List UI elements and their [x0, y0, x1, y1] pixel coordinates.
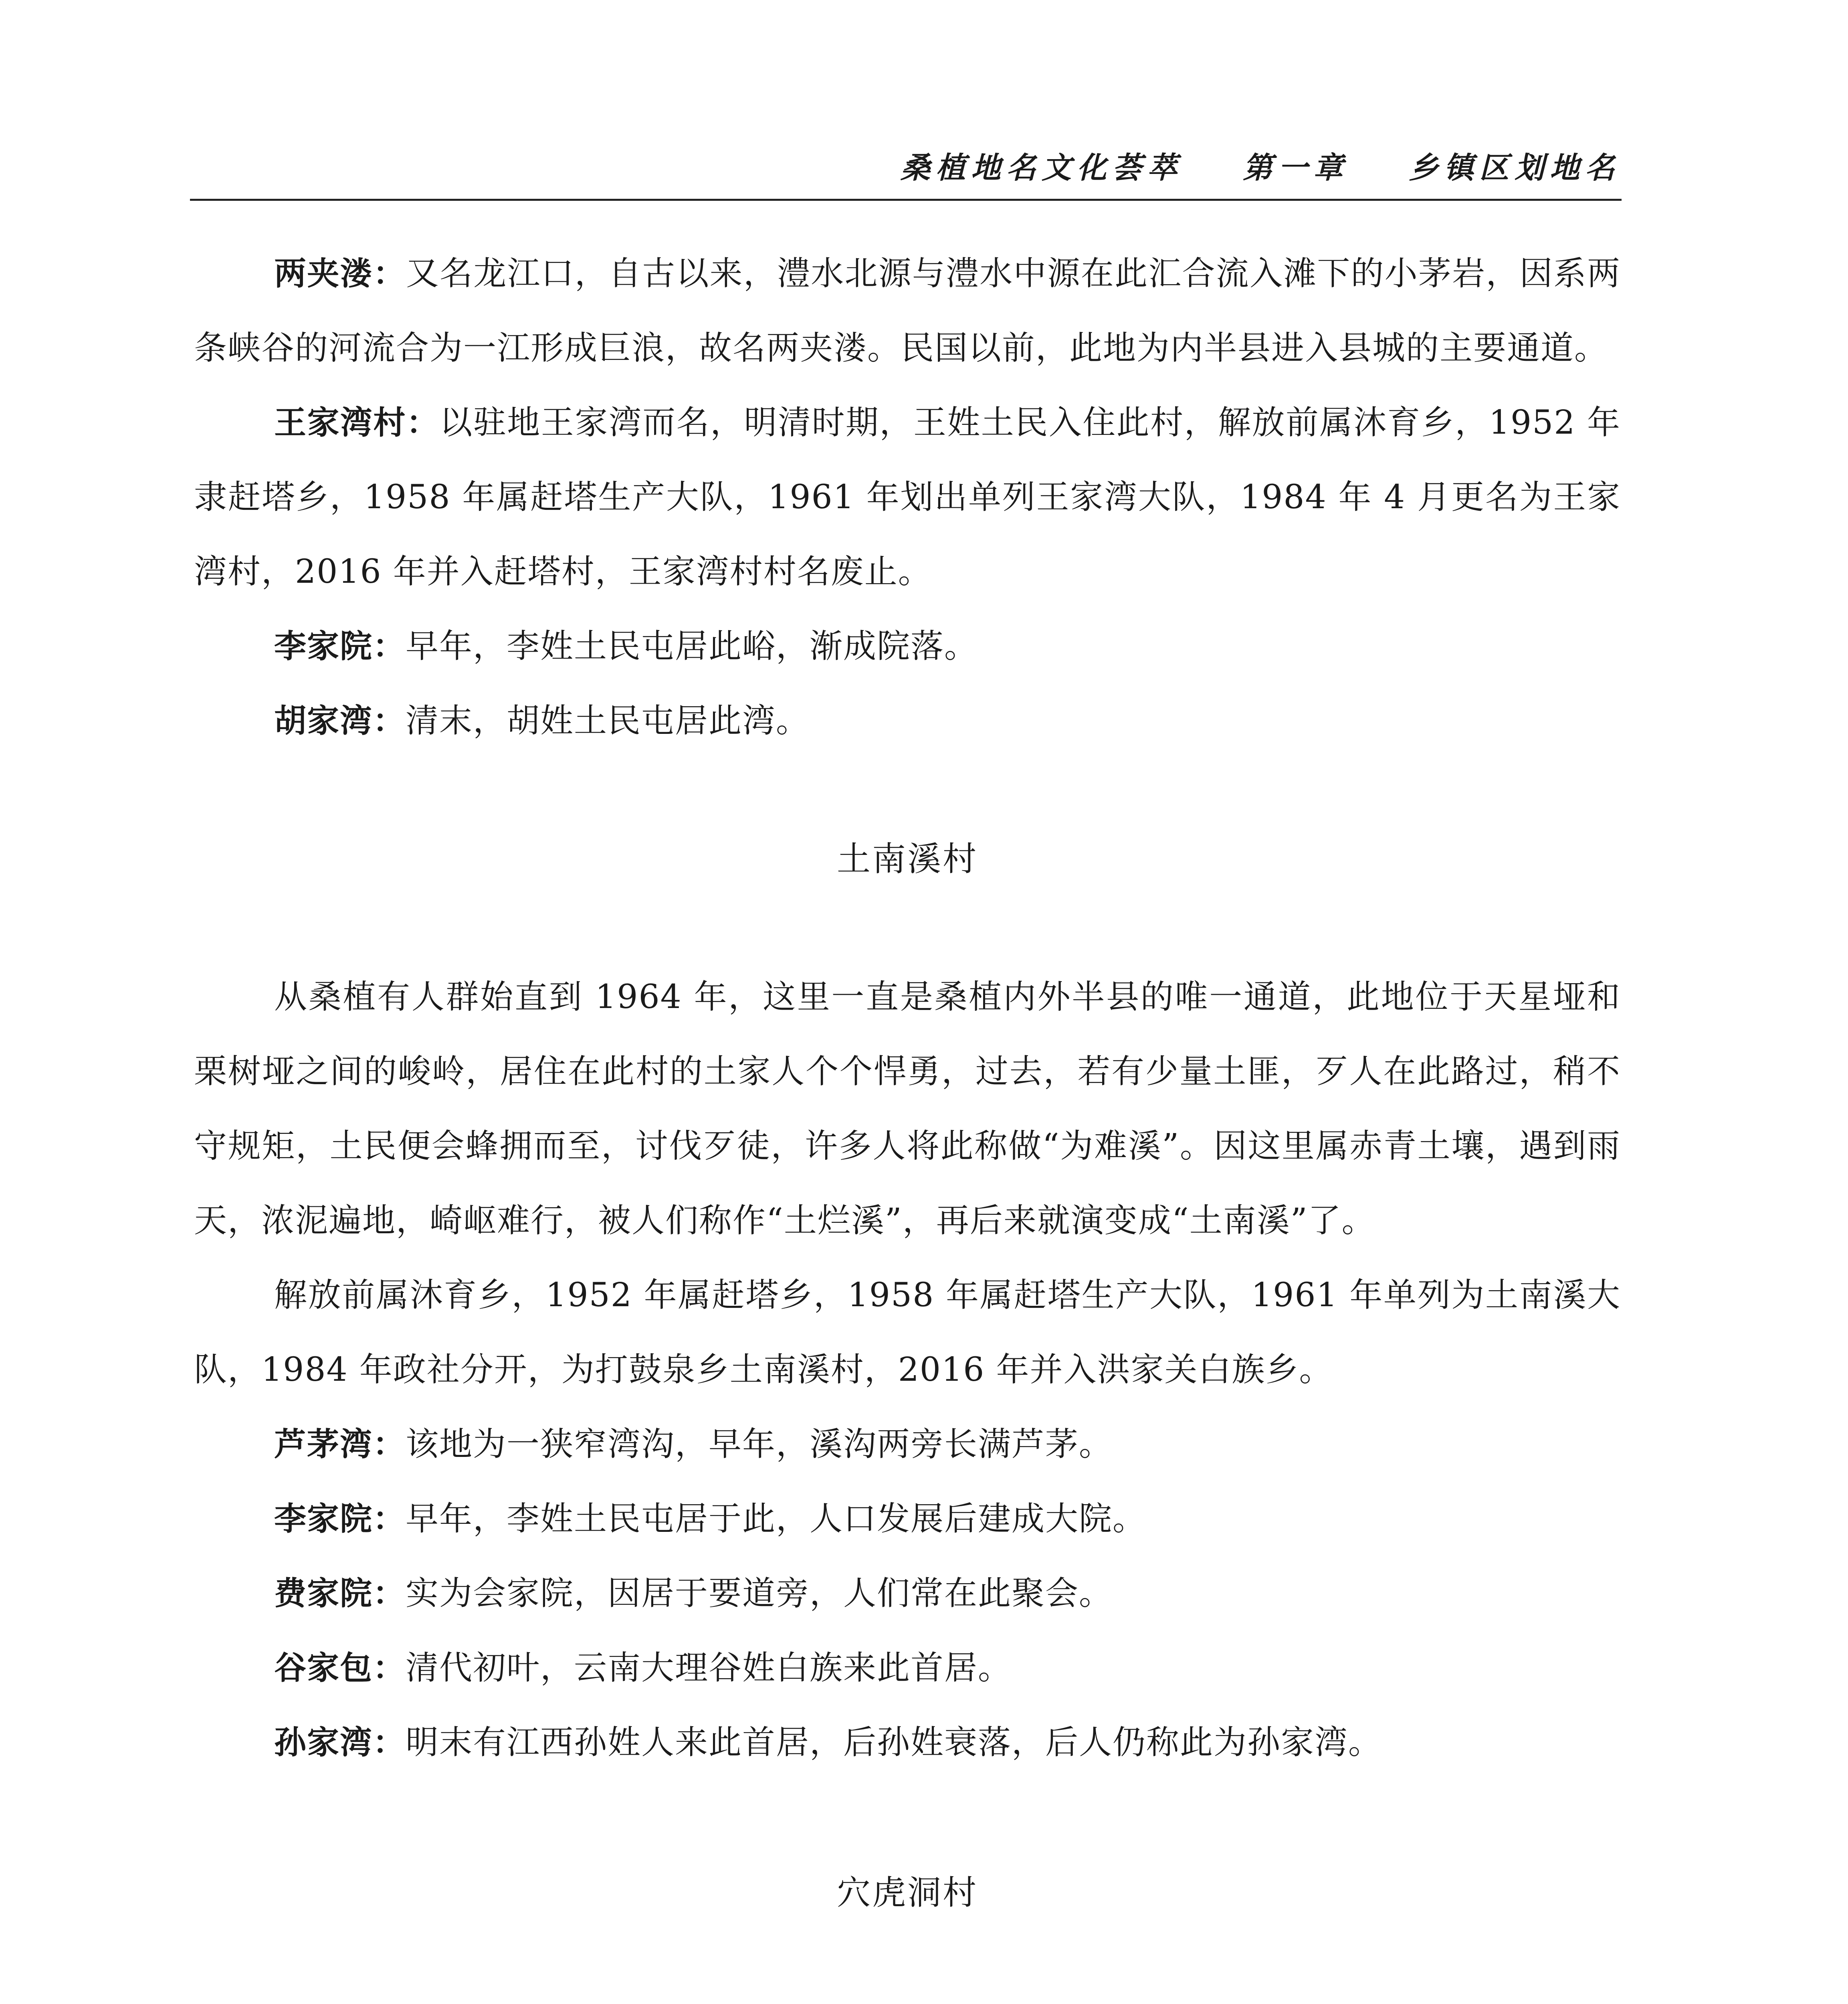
section-title-xuehudong: 穴虎洞村 — [836, 1873, 978, 1912]
entry-text: 清代初叶，云南大理谷姓白族来此首居。 — [406, 1649, 1012, 1687]
entry-term: 谷家包： — [274, 1649, 406, 1687]
entry-text: 实为会家院，因居于要道旁，人们常在此聚会。 — [406, 1574, 1113, 1612]
header-book-title: 桑植地名文化荟萃 — [901, 151, 1183, 185]
header-section: 乡镇区划地名 — [1409, 151, 1620, 185]
entry-feijiayuan — [194, 1556, 1621, 1631]
entry-term: 孙家湾： — [274, 1724, 406, 1761]
entry-liangjialou — [194, 236, 1621, 386]
entry-text: 以驻地王家湾而名，明清时期，王姓土民入住此村，解放前属沐育乡，1952 年隶赶塔乡，1958 年属赶塔生产大队，1961 年划出单列王家湾大队，1984 年 4 月更名为王家湾村，2016 年并入赶塔村，王家湾村村名废止。 — [194, 404, 1621, 591]
entry-term: 李家院： — [274, 1500, 406, 1537]
entry-text: 早年，李姓土民屯居于此，人口发展后建成大院。 — [406, 1500, 1147, 1538]
entry-term: 两夹溇： — [274, 255, 406, 292]
entry-lijiayuan — [194, 609, 1621, 684]
entry-text: 又名龙江口，自古以来，澧水北源与澧水中源在此汇合流入滩下的小茅岩，因系两条峡谷的河流合为一江形成巨浪，故名两夹溇。民国以前，此地为内半县进入县城的主要通道。 — [194, 255, 1621, 367]
body-paragraph: 从桑植有人群始直到 1964 年，这里一直是桑植内外半县的唯一通道，此地位于天星垭和栗树垭之间的峻岭，居住在此村的土家人个个悍勇，过去，若有少量土匪，歹人在此路过，稍不守规矩，土民便会蜂拥而至，讨伐歹徒，许多人将此称做“为难溪”。因这里属赤青土壤，遇到雨天，浓泥遍地，崎岖难行，被人们称作“土烂溪”，再后来就演变成“土南溪”了。 — [194, 978, 1621, 1240]
running-header — [901, 144, 1620, 187]
entry-text: 早年，李姓土民屯居此峪，渐成院落。 — [406, 627, 978, 665]
entry-term: 胡家湾： — [274, 702, 406, 739]
entry-text: 清末，胡姓土民屯居此湾。 — [406, 702, 810, 740]
entry-text: 明末有江西孙姓人来此首居，后孙姓衰落，后人仍称此为孙家湾。 — [406, 1723, 1382, 1762]
section-title-tunanxi: 土南溪村 — [836, 839, 978, 879]
entry-lumaowan — [194, 1407, 1621, 1482]
entry-term: 芦茅湾： — [274, 1426, 406, 1463]
entry-text: 该地为一狭窄湾沟，早年，溪沟两旁长满芦茅。 — [406, 1425, 1113, 1463]
body-paragraph: 解放前属沐育乡，1952 年属赶塔乡，1958 年属赶塔生产大队，1961 年单列为土南溪大队，1984 年政社分开，为打鼓泉乡土南溪村，2016 年并入洪家关白族乡。 — [194, 1276, 1621, 1389]
entry-term: 王家湾村： — [274, 404, 440, 441]
entry-sunjiawan — [194, 1705, 1621, 1780]
header-rule — [190, 199, 1622, 201]
entry-wangjiawan-village — [194, 386, 1621, 609]
entry-hujiawan — [194, 684, 1621, 758]
entry-lijiayuan-2 — [194, 1482, 1621, 1556]
entry-gujiabao — [194, 1631, 1621, 1705]
entry-term: 费家院： — [274, 1575, 406, 1612]
entry-term: 李家院： — [274, 628, 406, 665]
header-chapter: 第一章 — [1243, 151, 1349, 185]
body-paragraph — [194, 1996, 1621, 2004]
page-content — [194, 236, 1621, 2004]
